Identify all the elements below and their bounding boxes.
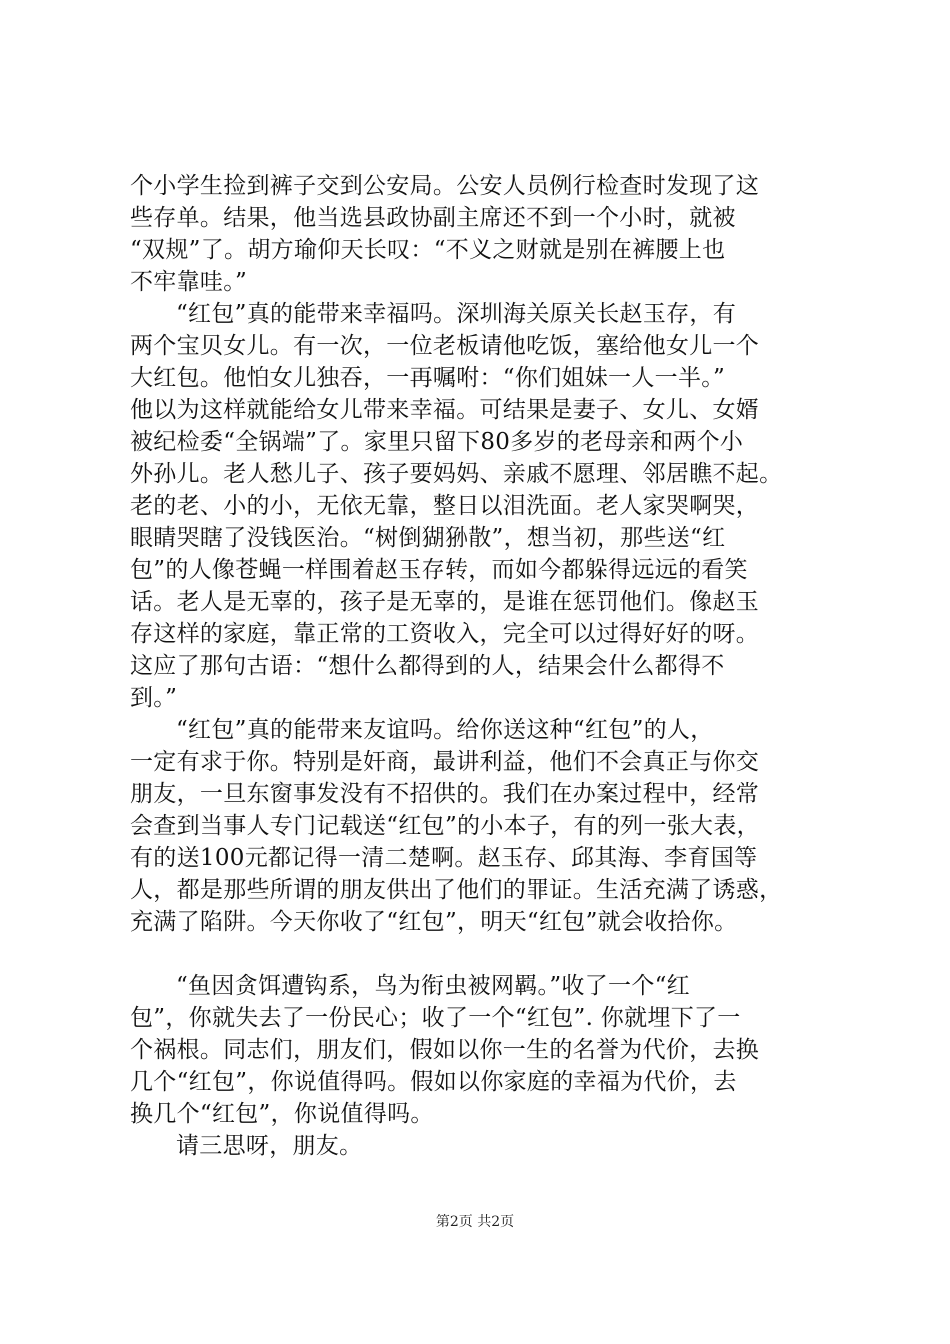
text-line: 充满了陷阱。今天你收了“红包”，明天“红包”就会收拾你。 xyxy=(130,909,738,935)
paragraph xyxy=(130,714,826,938)
text-line: “鱼因贪饵遭钩系，鸟为衔虫被网羁。”收了一个“红 xyxy=(176,973,690,999)
text-line: 有的送100元都记得一清二楚啊。赵玉存、邱其海、李育国等 xyxy=(130,845,758,871)
text-line: 人，都是那些所谓的朋友供出了他们的罪证。生活充满了诱惑， xyxy=(130,877,783,903)
text-line: 朋友，一旦东窗事发没有不招供的。我们在办案过程中，经常 xyxy=(130,781,760,807)
page-footer: 第2页 共2页 xyxy=(435,1214,515,1230)
text-line: 外孙儿。老人愁儿子、孩子要妈妈、亲戚不愿理、邻居瞧不起。 xyxy=(130,461,783,487)
text-line: “红包”真的能带来友谊吗。给你送这种“红包”的人， xyxy=(176,717,714,743)
paragraph-gap xyxy=(130,938,826,970)
text-line: 老的老、小的小，无依无靠，整日以泪洗面。老人家哭啊哭， xyxy=(130,493,760,519)
text-line: 包”的人像苍蝇一样围着赵玉存转，而如今都躲得远远的看笑 xyxy=(130,557,748,583)
text-line: 存这样的家庭，靠正常的工资收入，完全可以过得好好的呀。 xyxy=(130,621,760,647)
text-line: 会查到当事人专门记载送“红包”的小本子，有的列一张大表， xyxy=(130,813,760,839)
text-line: 个小学生捡到裤子交到公安局。公安人员例行检查时发现了这 xyxy=(130,173,760,199)
text-line: 换几个“红包”，你说值得吗。 xyxy=(130,1101,434,1127)
text-line: “红包”真的能带来幸福吗。深圳海关原关长赵玉存，有 xyxy=(176,301,737,327)
text-line: 到。” xyxy=(130,685,178,711)
text-line: “双规”了。胡方瑜仰天长叹：“不义之财就是别在裤腰上也 xyxy=(130,237,726,263)
text-line: 他以为这样就能给女儿带来幸福。可结果是妻子、女儿、女婿 xyxy=(130,397,760,423)
text-line: 不牢靠哇。” xyxy=(130,269,248,295)
text-line: 包”，你就失去了一份民心；收了一个“红包”. 你就埋下了一 xyxy=(130,1005,741,1031)
text-line: 些存单。结果，他当选县政协副主席还不到一个小时，就被 xyxy=(130,205,736,231)
text-line: 这应了那句古语：“想什么都得到的人，结果会什么都得不 xyxy=(130,653,725,679)
text-line: 被纪检委“全锅端”了。家里只留下80多岁的老母亲和两个小 xyxy=(130,429,744,455)
text-line: 大红包。他怕女儿独吞，一再嘱咐：“你们姐妹一人一半。” xyxy=(130,365,726,391)
paragraph xyxy=(130,298,826,714)
text-line: 个祸根。同志们，朋友们，假如以你一生的名誉为代价，去换 xyxy=(130,1037,760,1063)
text-line: 眼睛哭瞎了没钱医治。“树倒猢狲散”，想当初，那些送“红 xyxy=(130,525,726,551)
text-line: 一定有求于你。特别是奸商，最讲利益，他们不会真正与你交 xyxy=(130,749,760,775)
paragraph xyxy=(130,170,826,298)
text-line: 两个宝贝女儿。有一次，一位老板请他吃饭，塞给他女儿一个 xyxy=(130,333,760,359)
body-text xyxy=(130,170,826,1162)
paragraph xyxy=(130,970,826,1130)
text-line: 几个“红包”，你说值得吗。假如以你家庭的幸福为代价，去 xyxy=(130,1069,737,1095)
text-line: 话。老人是无辜的，孩子是无辜的，是谁在惩罚他们。像赵玉 xyxy=(130,589,760,615)
paragraph xyxy=(130,1130,826,1162)
text-line: 请三思呀，朋友。 xyxy=(176,1133,363,1159)
